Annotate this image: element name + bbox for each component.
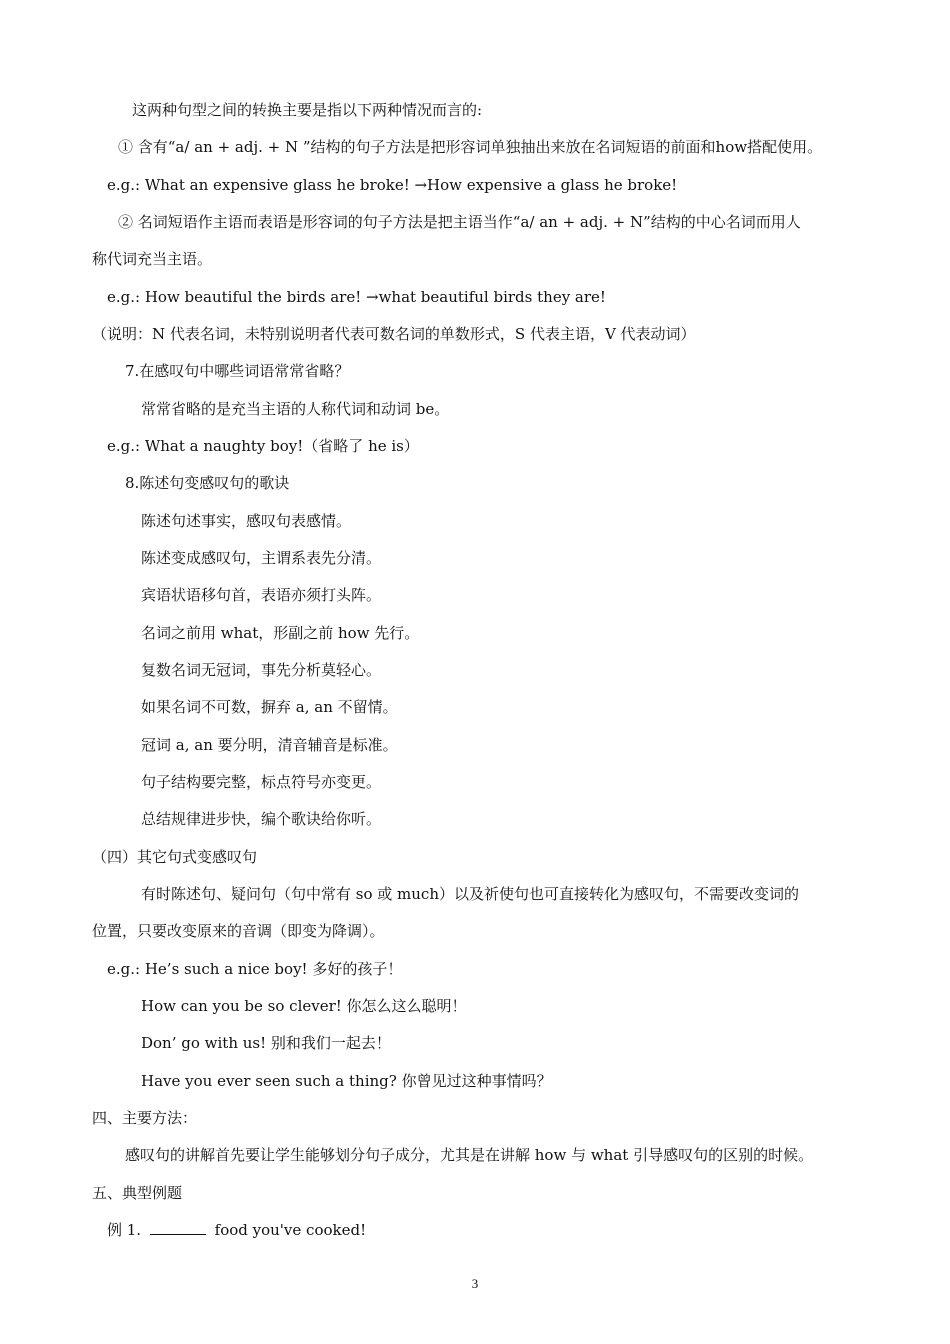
paragraph-line-cont: 位置，只要改变原来的音调（即变为降调）。 [92,922,385,940]
rhyme-line: 如果名词不可数，摒弃 a, an 不留情。 [141,698,398,716]
paragraph-line: 有时陈述句、疑问句（句中常有 so 或 much）以及祈使句也可直接转化为感叹句，不需要改变词的 [141,885,799,903]
section-heading-8: 8.陈述句变感叹句的歌诀 [125,474,290,492]
section-heading-4: （四）其它句式变感叹句 [92,848,258,866]
rhyme-line: 名词之前用 what，形副之前 how 先行。 [141,624,420,642]
example-label: 例 1. [107,1221,142,1239]
heading-examples: 五、典型例题 [92,1184,183,1202]
section-heading-7: 7.在感叹句中哪些词语常常省略？ [125,362,350,380]
example-line: How can you be so clever! 你怎么这么聪明！ [141,997,467,1015]
rhyme-line: 句子结构要完整，标点符号亦变更。 [141,773,382,791]
note-line: （说明：N 代表名词，未特别说明者代表可数名词的单数形式，S 代表主语，V 代表动词） [92,325,696,343]
rule-two: ② 名词短语作主语而表语是形容词的句子方法是把主语当作“a/ an + adj. + N”结构的中心名词而用人 [118,213,801,231]
example-1 [107,1220,366,1240]
example-line: Have you ever seen such a thing? 你曾见过这种事情吗？ [141,1072,552,1090]
methods-paragraph: 感叹句的讲解首先要让学生能够划分句子成分，尤其是在讲解 how 与 what 引导感叹句的区别的时候。 [125,1146,814,1164]
intro-line: 这两种句型之间的转换主要是指以下两种情况而言的: [132,101,483,119]
rhyme-line: 总结规律进步快，编个歌诀给你听。 [141,810,382,828]
example-line: e.g.: He’s such a nice boy! 多好的孩子！ [107,960,403,978]
example-line: e.g.: What a naughty boy!（省略了 he is） [107,437,419,455]
rhyme-line: 陈述句述事实，感叹句表感情。 [141,512,352,530]
rhyme-line: 宾语状语移句首，表语亦须打头阵。 [141,586,382,604]
page-number: 3 [471,1276,479,1291]
rhyme-line: 陈述变成感叹句，主谓系表先分清。 [141,549,382,567]
rule-two-cont: 称代词充当主语。 [92,250,213,268]
example-line: Don’ go with us! 别和我们一起去！ [141,1034,391,1052]
answer-line: 常常省略的是充当主语的人称代词和动词 be。 [141,400,450,418]
example-line: e.g.: How beautiful the birds are! →what beautiful birds they are! [107,288,606,306]
answer-blank[interactable] [150,1220,206,1235]
rhyme-line: 复数名词无冠词，事先分析莫轻心。 [141,661,382,679]
rhyme-line: 冠词 a, an 要分明，清音辅音是标准。 [141,736,398,754]
heading-methods: 四、主要方法： [92,1109,198,1127]
rule-one: ① 含有“a/ an + adj. + N ”结构的句子方法是把形容词单独抽出来放在名词短语的前面和how搭配使用。 [118,138,823,156]
example-line: e.g.: What an expensive glass he broke! →How expensive a glass he broke! [107,176,678,194]
example-text: food you've cooked! [214,1221,367,1239]
